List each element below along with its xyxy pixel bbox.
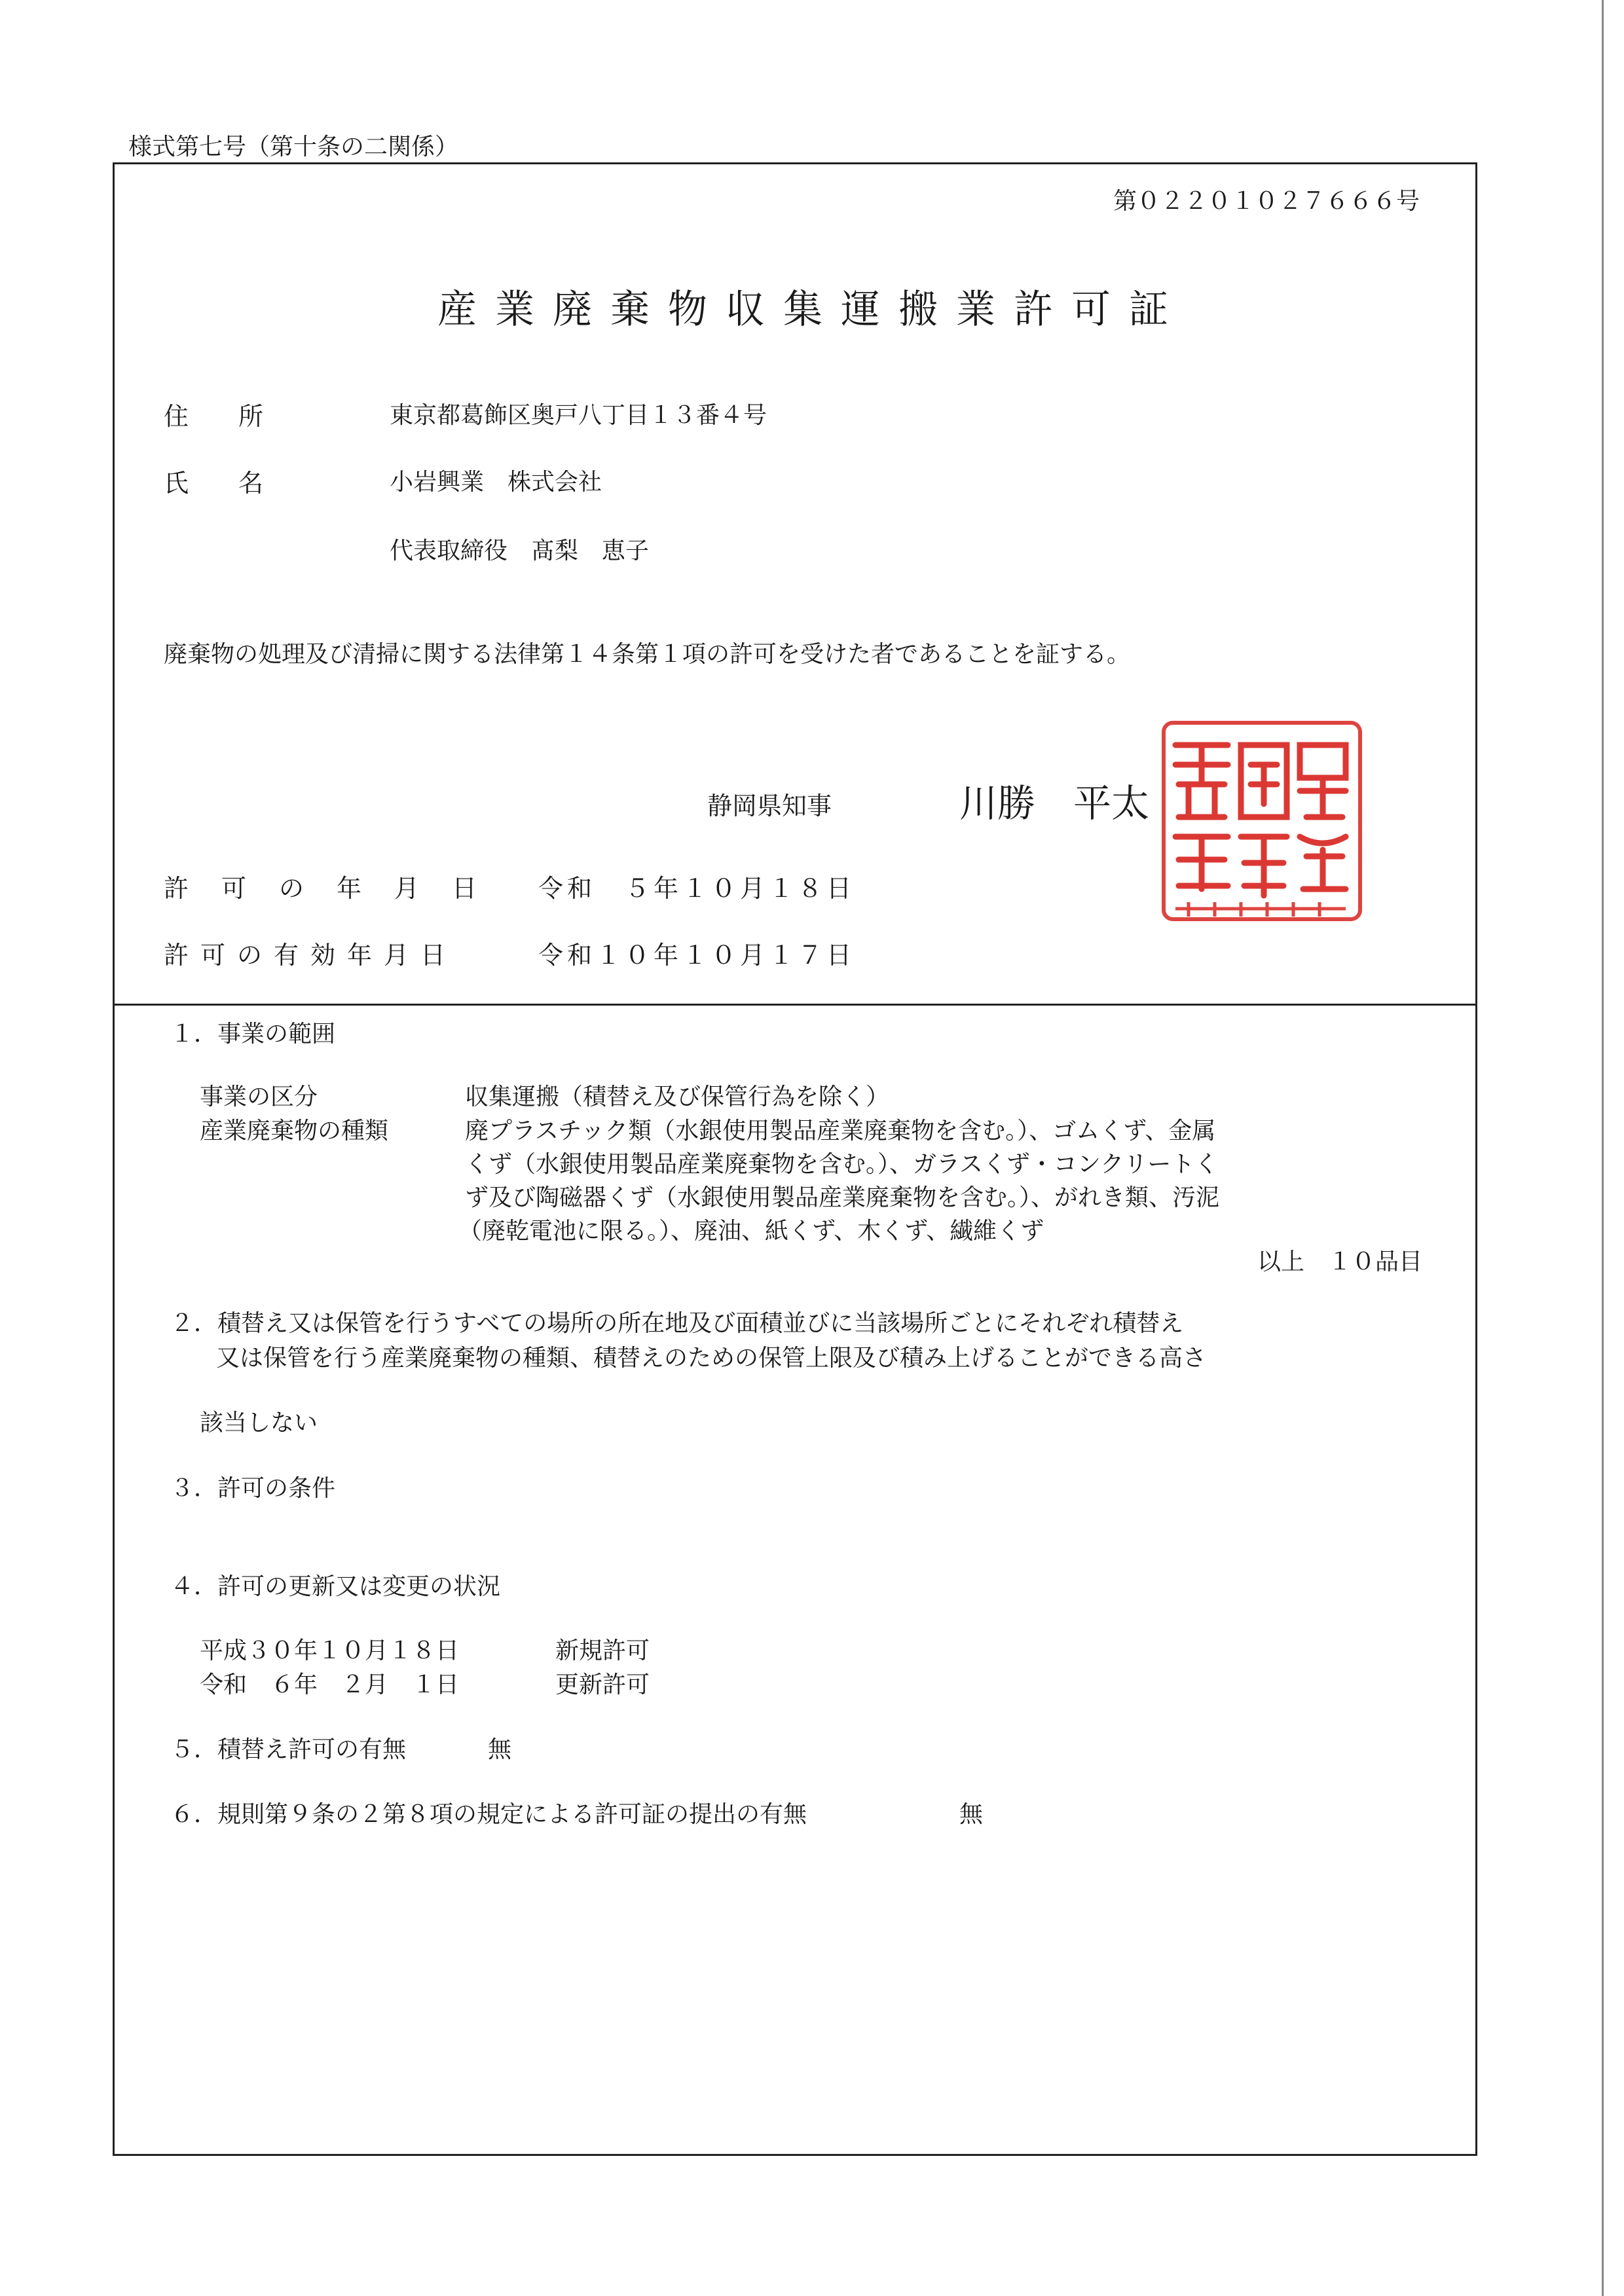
address-label: 住 所 (164, 402, 264, 431)
business-category-label: 事業の区分 (200, 1084, 318, 1110)
section3-heading: ３．許可の条件 (170, 1475, 336, 1502)
section5-value: 無 (488, 1736, 512, 1763)
form-label: 様式第七号（第十条の二関係） (128, 134, 459, 160)
section-divider (113, 1004, 1477, 1006)
name-label: 氏 名 (164, 469, 264, 498)
section6-heading: ６．規則第９条の２第８項の規定による許可証の提出の有無 (170, 1801, 807, 1828)
history-date: 令和 ６年 ２月 １日 (200, 1671, 460, 1698)
certification-statement: 廃棄物の処理及び清掃に関する法律第１４条第１項の許可を受けた者であることを証する。 (164, 641, 1131, 668)
section2-heading: ２．積替え又は保管を行うすべての場所の所在地及び面積並びに当該場所ごとにそれぞれ積替え (170, 1310, 1184, 1337)
section1-heading: １．事業の範囲 (170, 1021, 336, 1048)
waste-types-line: 廃プラスチック類（水銀使用製品産業廃棄物を含む。）、ゴムくず、金属 (465, 1118, 1216, 1144)
expiry-date-value: 令和１０年１０月１７日 (538, 941, 856, 970)
waste-types-total: 以上 １０品目 (1257, 1248, 1423, 1275)
history-date: 平成３０年１０月１８日 (200, 1637, 460, 1664)
representative-name: 代表取締役 髙梨 恵子 (390, 538, 650, 564)
issuer-title: 静岡県知事 (707, 792, 832, 820)
scan-edge-line (1602, 0, 1604, 2296)
waste-types-line: ず及び陶磁器くず（水銀使用製品産業廃棄物を含む。）、がれき類、汚泥 (465, 1184, 1220, 1211)
issuer-name: 川勝 平太 (959, 781, 1150, 826)
certificate-title: 産業廃棄物収集運搬業許可証 (437, 287, 1187, 333)
history-event: 更新許可 (555, 1671, 650, 1698)
official-seal (1149, 719, 1372, 941)
section2-heading-cont: 又は保管を行う産業廃棄物の種類、積替えのための保管上限及び積み上げることができる高さ (216, 1345, 1207, 1372)
history-event: 新規許可 (555, 1637, 650, 1664)
section2-value: 該当しない (200, 1410, 318, 1436)
address-value: 東京都葛飾区奥戸八丁目１３番４号 (390, 402, 767, 429)
expiry-date-label: 許可の有効年月日 (164, 941, 458, 970)
company-name: 小岩興業 株式会社 (390, 469, 602, 496)
waste-types-line: くず（水銀使用製品産業廃棄物を含む。）、ガラスくず・コンクリートく (465, 1151, 1219, 1178)
section6-value: 無 (959, 1801, 984, 1828)
permit-number: 第０２２０１０２７６６６号 (1113, 188, 1420, 215)
business-category-value: 収集運搬（積替え及び保管行為を除く） (465, 1084, 890, 1110)
section4-heading: ４．許可の更新又は変更の状況 (170, 1573, 501, 1600)
waste-types-label: 産業廃棄物の種類 (200, 1118, 389, 1144)
waste-types-line: （廃乾電池に限る。）、廃油、紙くず、木くず、繊維くず (458, 1218, 1044, 1245)
permit-date-label: 許 可 の 年 月 日 (164, 874, 481, 903)
section5-heading: ５．積替え許可の有無 (170, 1736, 407, 1763)
permit-date-value: 令和 ５年１０月１８日 (538, 874, 856, 903)
